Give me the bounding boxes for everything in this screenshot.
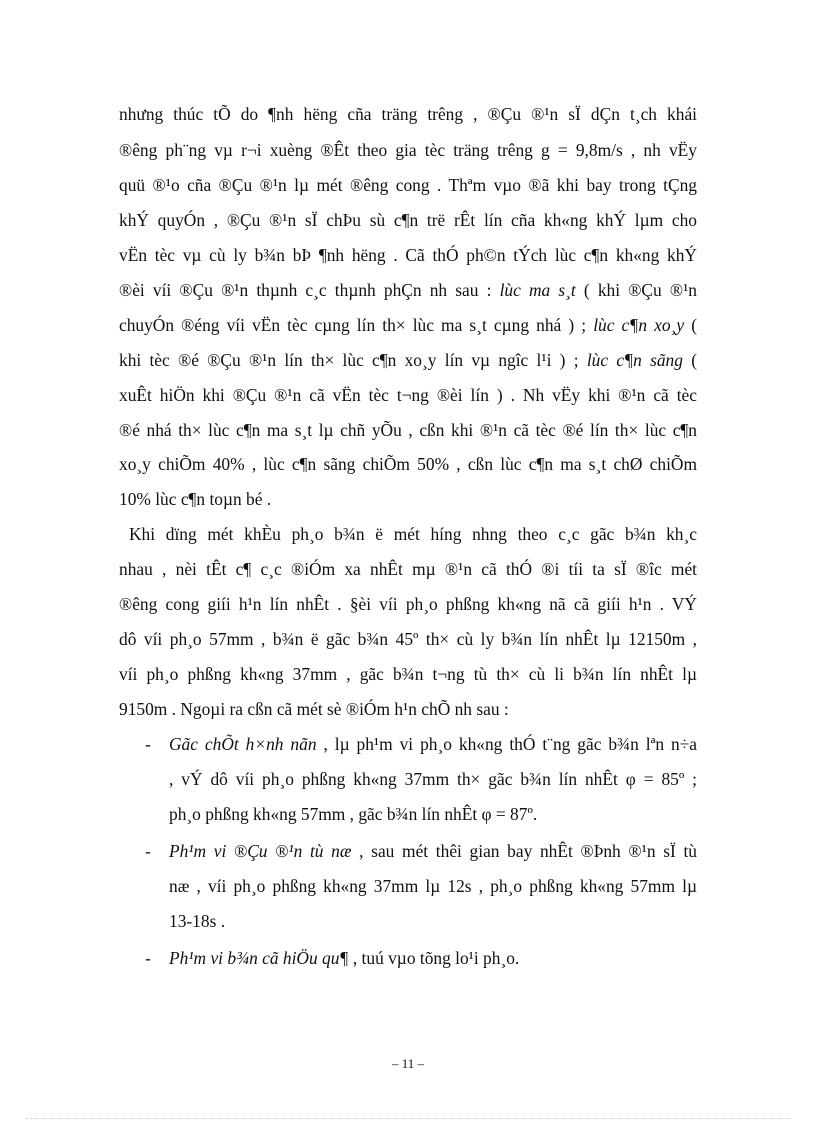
text-run: , lµ ph¹m vi ph¸o kh«ng thÓ t¨ng gãc b¾n lªn n÷a xyxy=(316,734,697,754)
paragraph-line xyxy=(119,280,697,300)
page-bottom-divider xyxy=(26,1118,790,1119)
text-run: ®èi víi ®Çu ®¹n thµnh c¸c thµnh phÇn nh sau : xyxy=(119,280,500,300)
bullet-dash: - xyxy=(145,841,151,861)
bullet-line xyxy=(169,841,697,861)
bullet-dash: - xyxy=(145,948,151,968)
bullet-label: Ph¹m vi b¾n cã hiÖu qu¶ xyxy=(169,948,349,968)
paragraph-line xyxy=(119,315,697,335)
text-run: , sau mét thêi gian bay nhÊt ®Þnh ®¹n sÏ tù xyxy=(351,841,697,861)
paragraph-line: vËn tèc vµ cù ly b¾n bÞ ¶nh hëng . Cã thÓ ph©n tÝch lùc c¶n kh«ng khÝ xyxy=(119,245,697,265)
paragraph-line: nhưng thúc tÕ do ¶nh hëng cña träng trêng , ®Çu ®¹n sÏ dÇn t¸ch khái xyxy=(119,104,697,124)
italic-term: lùc ma s¸t xyxy=(499,280,576,300)
paragraph-line: quü ®¹o cña ®Çu ®¹n lµ mét ®êng cong . Thªm vµo ®ã khi bay trong tÇng xyxy=(119,175,697,195)
italic-term: lùc c¶n xo¸y xyxy=(593,315,685,335)
bullet-line: ph¸o phßng kh«ng 57mm , gãc b¾n lín nhÊt φ = 87º. xyxy=(169,804,538,824)
paragraph-line: xuÊt hiÖn khi ®Çu ®¹n cã vËn tèc t¬ng ®èi lín ) . Nh vËy khi ®¹n cã tèc xyxy=(119,385,697,405)
paragraph-line: nhau , nèi tÊt c¶ c¸c ®iÓm xa nhÊt mµ ®¹n cã thÓ ®i tíi ta sÏ ®îc mét xyxy=(119,559,697,579)
text-run: chuyÓn ®éng víi vËn tèc cµng lín th× lùc ma s¸t cµng nhá ) ; xyxy=(119,315,594,335)
bullet-line xyxy=(169,948,697,968)
text-run: ( xyxy=(682,350,697,370)
paragraph-line: ®êng ph¨ng vµ r¬i xuèng ®Êt theo gia tèc träng trêng g = 9,8m/s , nh vËy xyxy=(119,140,697,160)
paragraph-line: ®é nhá th× lùc c¶n ma s¸t lµ chñ yÕu , cßn khi ®¹n cã tèc ®é lín th× lùc c¶n xyxy=(119,420,697,440)
bullet-label: Gãc chÕt h×nh nãn xyxy=(169,734,317,754)
text-run: ( khi ®Çu ®¹n xyxy=(575,280,697,300)
bullet-dash: - xyxy=(145,734,151,754)
paragraph-line: khÝ quyÓn , ®Çu ®¹n sÏ chÞu sù c¶n trë rÊt lín cña kh«ng khÝ lµm cho xyxy=(119,210,697,230)
paragraph-line: dô víi ph¸o 57mm , b¾n ë gãc b¾n 45º th× cù ly b¾n lín nhÊt lµ 12150m , xyxy=(119,629,697,649)
bullet-line: næ , víi ph¸o phßng kh«ng 37mm lµ 12s , ph¸o phßng kh«ng 57mm lµ xyxy=(169,876,697,896)
italic-term: lùc c¶n sãng xyxy=(586,350,683,370)
page-number: – 11 – xyxy=(391,1056,425,1071)
bullet-label: Ph¹m vi ®Çu ®¹n tù næ xyxy=(169,841,352,861)
paragraph-line: 10% lùc c¶n toµn bé . xyxy=(119,489,272,509)
bullet-line: 13-18s . xyxy=(169,911,226,931)
paragraph-line: 9150m . Ngoµi ra cßn cã mét sè ®iÓm h¹n chÕ nh sau : xyxy=(119,699,509,719)
text-run: khi tèc ®é ®Çu ®¹n lín th× lùc c¶n xo¸y lín vµ ngîc l¹i ) ; xyxy=(119,350,587,370)
paragraph-line: xo¸y chiÕm 40% , lùc c¶n sãng chiÕm 50% , cßn lùc c¶n ma s¸t chØ chiÕm xyxy=(119,454,697,474)
paragraph-line xyxy=(119,350,697,370)
paragraph-line: Khi dïng mét khÈu ph¸o b¾n ë mét híng nhng theo c¸c gãc b¾n kh¸c xyxy=(129,524,697,544)
text-run: ( xyxy=(684,315,698,335)
text-run: , tuú vµo tõng lo¹i ph¸o. xyxy=(348,948,520,968)
paragraph-line: ®êng cong giíi h¹n lín nhÊt . §èi víi ph¸o phßng kh«ng nã cã giíi h¹n . VÝ xyxy=(119,594,697,614)
bullet-line: , vÝ dô víi ph¸o phßng kh«ng 37mm th× gãc b¾n lín nhÊt φ = 85º ; xyxy=(169,769,697,789)
paragraph-line: víi ph¸o phßng kh«ng 37mm , gãc b¾n t¬ng tù th× cù li b¾n lín nhÊt lµ xyxy=(119,664,697,684)
bullet-line xyxy=(169,734,697,754)
